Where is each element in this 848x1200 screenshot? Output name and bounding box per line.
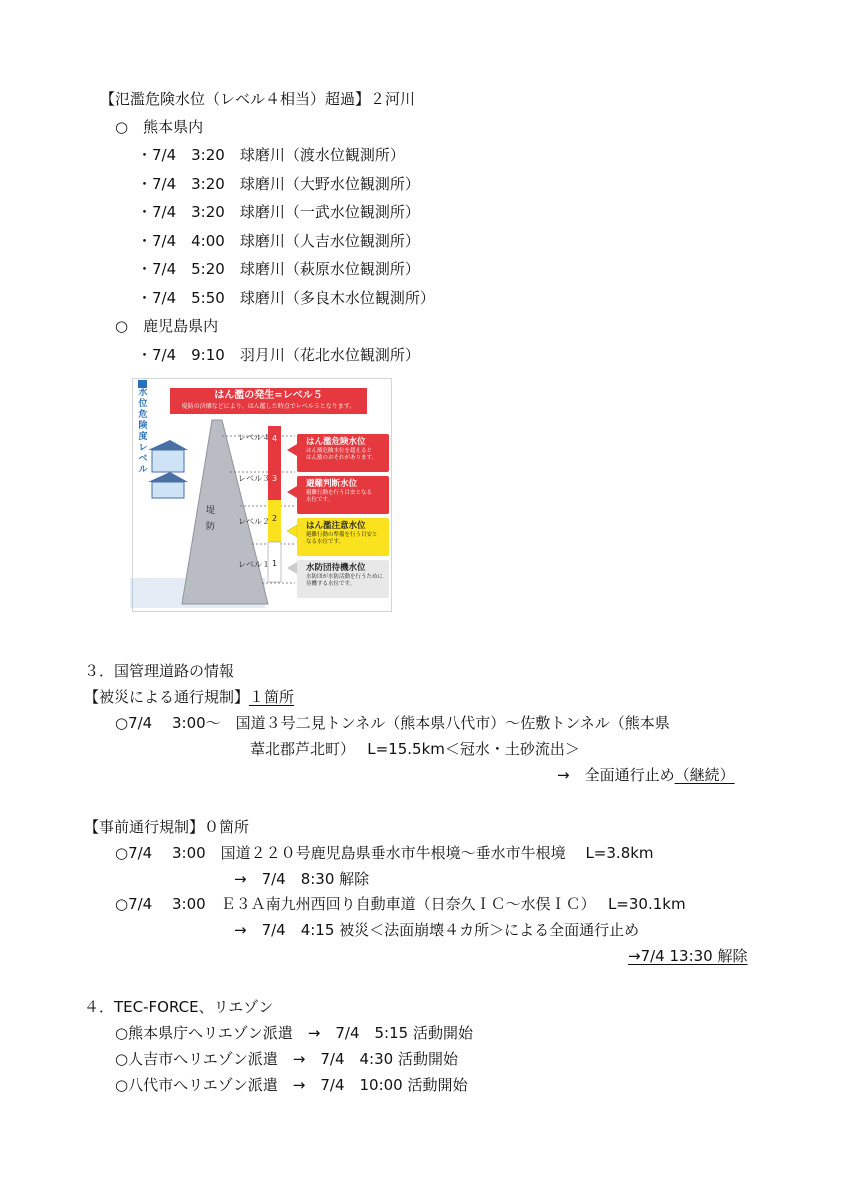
level-chip: 2 — [271, 514, 278, 523]
level-chip: 4 — [271, 434, 278, 443]
level3-box: 避難判断水位 避難行動を行う目安となる 水位です。 — [297, 476, 389, 514]
level-label: レベル３ — [238, 474, 270, 483]
level4-box: はん濫危険水位 はん濫危険水位を超えると はん濫のおそれがあります。 — [297, 434, 389, 472]
vertical-title: 水 位 危 険 度 レ ベ ル — [138, 388, 148, 475]
advance-entry-line: ○7/4 3:00 国道２２０号鹿児島県垂水市牛根境～垂水市牛根境 L=3.8km — [115, 844, 654, 862]
flood-item: ・7/4 4:00 球磨川（人吉水位観測所） — [137, 232, 420, 250]
flood-item: ・7/4 3:20 球磨川（渡水位観測所） — [137, 146, 405, 164]
water-level-diagram — [130, 378, 394, 612]
tec-heading: ４．TEC-FORCE、リエゾン — [84, 998, 274, 1016]
level-chip: 1 — [271, 559, 278, 568]
arrow — [287, 486, 297, 498]
level5-title: はん濫の発生=レベル５ — [214, 390, 323, 401]
disaster-status-text: → 全面通行止め — [557, 766, 675, 784]
arrow — [287, 562, 297, 574]
level-label: レベル２ — [238, 517, 270, 526]
levee-label: 堤 防 — [206, 506, 216, 532]
advance-entry-line: ○7/4 3:00 Ｅ３Ａ南九州西回り自動車道（日奈久ＩＣ～水俣ＩＣ） L=30.1km — [115, 895, 686, 913]
disaster-status-continuing: （継続） — [674, 766, 735, 784]
arrow — [287, 525, 297, 537]
disaster-title-text: 【被災による通行規制】 — [84, 688, 250, 706]
disaster-count: １箇所 — [249, 688, 295, 706]
flood-item: ・7/4 9:10 羽月川（花北水位観測所） — [137, 346, 420, 364]
tec-item: ○八代市へリエゾン派遣 → 7/4 10:00 活動開始 — [115, 1076, 468, 1094]
house-icon — [148, 440, 188, 498]
level5-subtitle: 堤防の決壊などにより、はん濫した時点でレベル５となります。 — [181, 403, 356, 410]
advance-entry-line: → 7/4 8:30 解除 — [234, 870, 370, 888]
flood-item: ・7/4 5:20 球磨川（萩原水位観測所） — [137, 260, 420, 278]
levee — [182, 420, 268, 604]
level-label: レベル１ — [238, 560, 270, 569]
disaster-status — [557, 765, 735, 785]
disaster-restriction-title — [84, 687, 294, 707]
disaster-entry-line: 葦北郡芦北町） L=15.5km＜冠水・土砂流出＞ — [250, 740, 580, 758]
advance-restriction-title: 【事前通行規制】０箇所 — [84, 818, 250, 836]
roads-heading: ３．国管理道路の情報 — [84, 662, 235, 680]
flood-item: ・7/4 3:20 球磨川（大野水位観測所） — [137, 175, 420, 193]
tec-item: ○人吉市へリエゾン派遣 → 7/4 4:30 活動開始 — [115, 1050, 458, 1068]
arrow — [287, 444, 297, 456]
level-chip: 3 — [271, 474, 278, 483]
flood-heading: 【氾濫危険水位（レベル４相当）超過】２河川 — [100, 90, 416, 108]
level1-box: 水防団待機水位 水防団が水防活動を行うために 待機する水位です。 — [297, 560, 389, 598]
advance-lifted: →7/4 13:30 解除 — [628, 947, 748, 965]
flood-item: ・7/4 5:50 球磨川（多良木水位観測所） — [137, 289, 435, 307]
advance-entry-line: → 7/4 4:15 被災＜法面崩壊４カ所＞による全面通行止め — [234, 921, 640, 939]
tec-item: ○熊本県庁へリエゾン派遣 → 7/4 5:15 活動開始 — [115, 1024, 473, 1042]
disaster-entry-line: ○7/4 3:00～ 国道３号二見トンネル（熊本県八代市）～佐敷トンネル（熊本県 — [115, 714, 670, 732]
prefecture-label-kagoshima: ○ 鹿児島県内 — [115, 317, 219, 335]
chip-bg — [268, 426, 281, 462]
level-label: レベル４ — [238, 433, 270, 442]
flood-item: ・7/4 3:20 球磨川（一武水位観測所） — [137, 203, 420, 221]
prefecture-label-kumamoto: ○ 熊本県内 — [115, 118, 204, 136]
level2-box: はん濫注意水位 避難行動の準備を行う目安と なる水位です。 — [297, 518, 389, 556]
